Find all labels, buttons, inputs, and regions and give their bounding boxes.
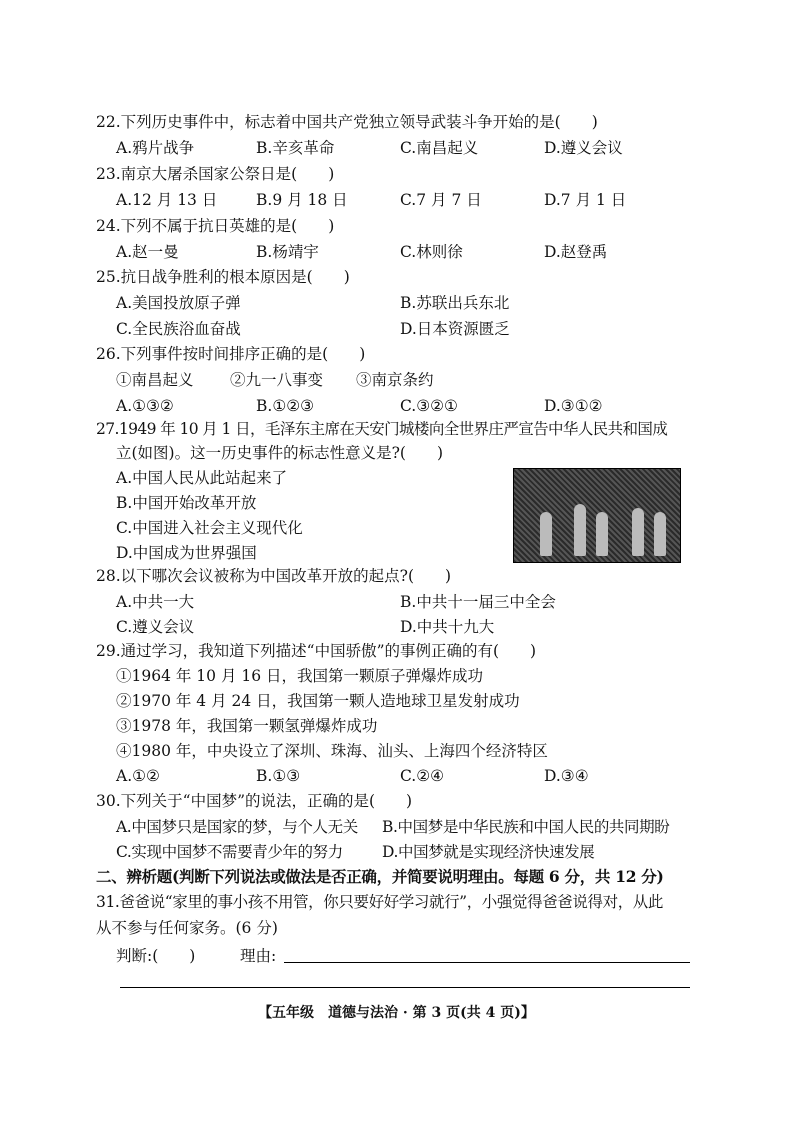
q28-stem: 28.以下哪次会议被称为中国改革开放的起点?( ) <box>96 567 452 585</box>
q23-option-a: A.12 月 13 日 <box>116 191 218 209</box>
q23-option-d: D.7 月 1 日 <box>544 191 627 209</box>
q24-option-d: D.赵登禹 <box>544 243 608 261</box>
q29-item-4: ④1980 年，中央设立了深圳、珠海、汕头、上海四个经济特区 <box>116 742 548 760</box>
q28-option-d: D.中共十九大 <box>400 618 495 636</box>
q29-item-3: ③1978 年，我国第一颗氢弹爆炸成功 <box>116 717 378 735</box>
section-heading-analysis: 二、辨析题(判断下列说法或做法是否正确，并简要说明理由。每题 6 分，共 12 分) <box>96 867 664 886</box>
q25-option-c: C.全民族浴血奋战 <box>116 320 241 338</box>
q28-option-a: A.中共一大 <box>116 593 195 611</box>
q27-stem-line2: 立(如图)。这一历史事件的标志性意义是?( ) <box>116 444 443 462</box>
q29-option-b: B.①③ <box>256 767 301 785</box>
q22-option-d: D.遵义会议 <box>544 139 623 157</box>
footer-divider <box>120 987 690 988</box>
q23-option-b: B.9 月 18 日 <box>256 191 348 209</box>
q26-option-c: C.③②① <box>400 397 458 415</box>
q27-option-c: C.中国进入社会主义现代化 <box>116 519 303 537</box>
q30-option-b: B.中国梦是中华民族和中国人民的共同期盼 <box>382 818 670 836</box>
q28-option-c: C.遵义会议 <box>116 618 195 636</box>
q30-option-c: C.实现中国梦不需要青少年的努力 <box>116 843 343 861</box>
q30-stem: 30.下列关于“中国梦”的说法，正确的是( ) <box>96 792 413 810</box>
q26-stem: 26.下列事件按时间排序正确的是( ) <box>96 345 366 363</box>
q27-option-b: B.中国开始改革开放 <box>116 494 257 512</box>
q31-stem-line2: 从不参与任何家务。(6 分) <box>96 919 278 937</box>
q24-stem: 24.下列不属于抗日英雄的是( ) <box>96 217 335 235</box>
q24-option-b: B.杨靖宇 <box>256 243 319 261</box>
q22-option-c: C.南昌起义 <box>400 139 479 157</box>
q25-option-b: B.苏联出兵东北 <box>400 294 510 312</box>
q26-option-a: A.①③② <box>116 397 174 415</box>
q30-option-d: D.中国梦就是实现经济快速发展 <box>382 843 595 861</box>
q24-option-c: C.林则徐 <box>400 243 463 261</box>
q26-item-2: ②九一八事变 <box>230 371 324 389</box>
q26-item-3: ③南京条约 <box>356 371 434 389</box>
q29-stem: 29.通过学习，我知道下列描述“中国骄傲”的事例正确的有( ) <box>96 642 537 660</box>
q22-option-b: B.辛亥革命 <box>256 139 335 157</box>
q27-stem-line1: 27.1949 年 10 月 1 日，毛泽东主席在天安门城楼向全世界庄严宣告中华人民共和国成 <box>96 420 668 438</box>
q27-option-a: A.中国人民从此站起来了 <box>116 469 288 487</box>
q27-option-d: D.中国成为世界强国 <box>116 544 257 562</box>
q23-stem: 23.南京大屠杀国家公祭日是( ) <box>96 165 335 183</box>
q25-option-d: D.日本资源匮乏 <box>400 320 510 338</box>
q29-option-d: D.③④ <box>544 767 589 785</box>
page-footer: 【五年级 道德与法治 · 第 3 页(共 4 页)】 <box>258 1005 535 1021</box>
q22-option-a: A.鸦片战争 <box>116 139 195 157</box>
q30-option-a: A.中国梦只是国家的梦，与个人无关 <box>116 818 358 836</box>
q31-stem-line1: 31.爸爸说“家里的事小孩不用管，你只要好好学习就行”，小强觉得爸爸说得对，从此 <box>96 893 664 911</box>
q29-item-1: ①1964 年 10 月 16 日，我国第一颗原子弹爆炸成功 <box>116 667 484 685</box>
q24-option-a: A.赵一曼 <box>116 243 179 261</box>
q29-option-a: A.①② <box>116 767 160 785</box>
q28-option-b: B.中共十一届三中全会 <box>400 593 556 611</box>
q25-stem: 25.抗日战争胜利的根本原因是( ) <box>96 268 350 286</box>
q26-option-b: B.①②③ <box>256 397 315 415</box>
q29-option-c: C.②④ <box>400 767 445 785</box>
q25-option-a: A.美国投放原子弹 <box>116 294 241 312</box>
q31-reason-label: 理由: <box>240 947 277 965</box>
founding-ceremony-photo <box>513 468 681 563</box>
q31-reason-answer-line[interactable] <box>284 962 690 963</box>
q22-stem: 22.下列历史事件中，标志着中国共产党独立领导武装斗争开始的是( ) <box>96 113 598 131</box>
q31-judgment-label: 判断:( ) <box>116 947 196 965</box>
q29-item-2: ②1970 年 4 月 24 日，我国第一颗人造地球卫星发射成功 <box>116 692 520 710</box>
q23-option-c: C.7 月 7 日 <box>400 191 482 209</box>
q26-item-1: ①南昌起义 <box>116 371 194 389</box>
q26-option-d: D.③①② <box>544 397 603 415</box>
